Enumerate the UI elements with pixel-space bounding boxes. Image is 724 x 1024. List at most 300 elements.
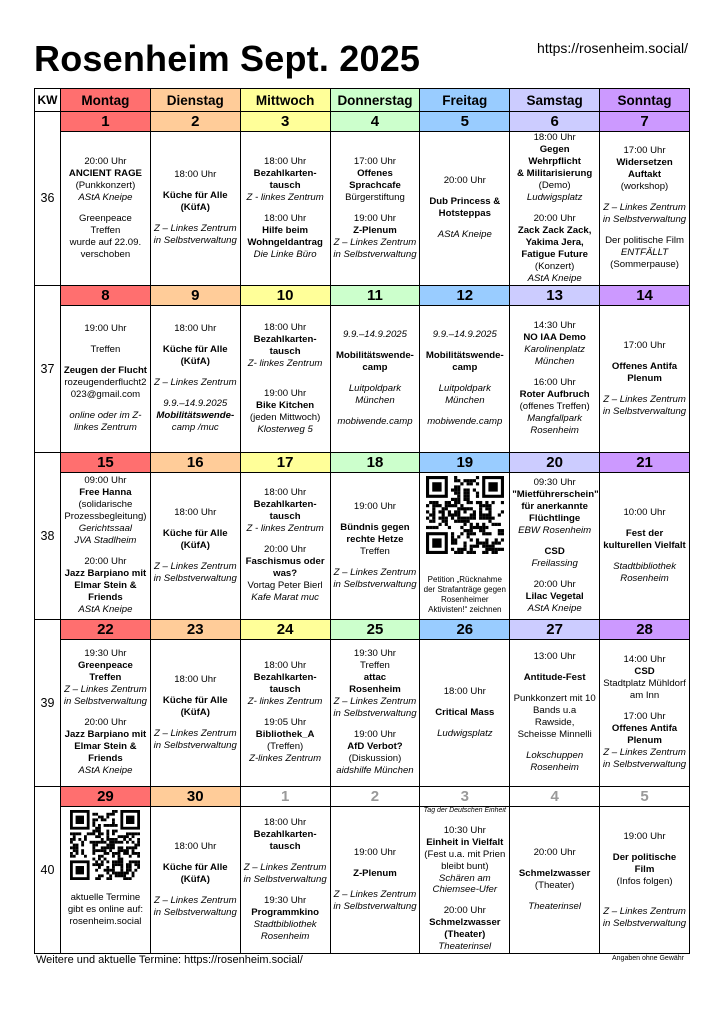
event-text: 20:00 Uhr [443, 905, 486, 917]
day-number: 4 [330, 112, 420, 132]
event-text: Bezahlkarten- [253, 672, 317, 684]
event-text: (Sommerpause) [610, 259, 679, 271]
event-text: ANCIENT RAGE [68, 167, 142, 179]
day-cell [330, 132, 420, 286]
event-text: Bezahlkarten- [253, 167, 317, 179]
event-text: Vortag Peter Bierl [247, 580, 323, 592]
event-text: Z-Plenum [353, 868, 397, 880]
event-text: 9.9.–14.9.2025 [342, 329, 407, 341]
day-cell [150, 639, 240, 786]
day-number: 27 [510, 619, 600, 639]
event-text: 17:00 Uhr [353, 155, 397, 167]
event-text: Sprachcafe [349, 179, 401, 191]
event-text: in Selbstverwaltung [333, 901, 417, 913]
event-text: Flüchtlinge [529, 512, 581, 524]
event-text: Z - linkes Zentrum [246, 523, 324, 535]
event-text: in Selbstverwaltung [243, 874, 327, 886]
event-text: Bands u.a Rawside, [533, 705, 577, 729]
event-text: (Treffen) [266, 741, 304, 753]
event-text: Z - linkes Zentrum [246, 191, 324, 203]
spacer [63, 547, 148, 556]
event-text: 14:30 Uhr [533, 320, 576, 332]
spacer [512, 537, 597, 546]
event-text: Schmelzwasser [518, 868, 591, 880]
day-number: 29 [61, 786, 151, 806]
event-text: Z – Linkes Zentrum [243, 862, 327, 874]
event-text: Bürgerstiftung [345, 191, 405, 203]
spacer [602, 897, 687, 906]
day-number: 24 [240, 619, 330, 639]
spacer [422, 816, 507, 825]
event-text: Jazz Barpiano mit [64, 568, 147, 580]
event-text: 17:00 Uhr [623, 339, 666, 351]
event-text: 19:00 Uhr [264, 387, 307, 399]
event-text: Z – Linkes Zentrum [603, 747, 686, 759]
event-text: Stadtplatz Mühldorf [603, 678, 686, 690]
column-header-sonntag: Sonntag [600, 89, 690, 112]
day-number: 22 [61, 619, 151, 639]
spacer [422, 374, 507, 383]
disclaimer-note: Angaben ohne Gewähr [612, 955, 684, 962]
spacer [602, 702, 687, 711]
event-text: Offenes Antifa [611, 360, 678, 372]
event-text: Z – Linkes Zentrum [153, 560, 237, 572]
event-text: Greenpeace Treffen [79, 212, 132, 236]
event-text: 18:00 Uhr [264, 155, 307, 167]
spacer [602, 193, 687, 202]
week-date-row [35, 112, 690, 132]
event-text: Prozessbegleitung) [64, 511, 147, 523]
spacer [333, 374, 418, 383]
event-text: Fatigue Future [521, 248, 588, 260]
event-text: 19:00 Uhr [353, 500, 397, 512]
spacer [333, 859, 418, 868]
event-text: Z – Linkes Zentrum [333, 566, 417, 578]
event-text: Dub Princess & [429, 196, 501, 208]
week-number: 40 [35, 786, 61, 954]
event-text: Mobilitätswende- [425, 350, 504, 362]
event-text: (KüfA) [180, 539, 210, 551]
day-number: 13 [510, 285, 600, 305]
event-text: (Theater) [444, 929, 486, 941]
spacer [333, 407, 418, 416]
event-text: attac [363, 672, 387, 684]
event-text: Treffen [90, 344, 121, 356]
event-text: 20:00 Uhr [533, 847, 576, 859]
spacer [512, 204, 597, 213]
week-events-row [35, 132, 690, 286]
event-text: 10:30 Uhr [443, 824, 486, 836]
event-text: Der politische Film [605, 235, 684, 247]
event-text: Elmar Stein & [74, 741, 137, 753]
event-text: Treffen [360, 545, 390, 557]
spacer [422, 341, 507, 350]
event-text: tausch [269, 684, 301, 696]
spacer [422, 719, 507, 728]
spacer [602, 888, 687, 897]
day-cell [61, 806, 151, 954]
event-text: 19:30 Uhr [264, 895, 307, 907]
event-text: (Punkkonzert) [75, 179, 136, 191]
event-text: Friends [88, 753, 123, 765]
event-text: Auftakt [628, 169, 662, 181]
day-number: 8 [61, 285, 151, 305]
spacer [512, 859, 597, 868]
day-cell [600, 472, 690, 619]
spacer [333, 513, 418, 522]
event-text: München [355, 395, 395, 407]
event-text: Bezahlkarten- [253, 499, 317, 511]
event-text: (solidarische [78, 499, 133, 511]
spacer [422, 407, 507, 416]
event-text: Z-linkes Zentrum [249, 753, 322, 765]
day-cell [420, 639, 510, 786]
event-text: 20:00 Uhr [533, 578, 576, 590]
event-text: Küche für Alle [162, 344, 228, 356]
event-text: in Selbstverwaltung [602, 405, 687, 417]
event-text: JVA Stadlheim [74, 535, 137, 547]
day-cell [150, 132, 240, 286]
spacer [153, 886, 238, 895]
column-header-dienstag: Dienstag [150, 89, 240, 112]
event-text: Zack Zack Zack, [517, 224, 592, 236]
event-text: AStA Kneipe [78, 604, 133, 616]
day-number: 1 [61, 112, 151, 132]
event-text: Rosenheim [260, 931, 310, 943]
event-text: Z- linkes Zentrum [247, 357, 323, 369]
event-text: der Strafanträge gegen [423, 584, 506, 594]
event-text: Küche für Alle [162, 527, 228, 539]
spacer [153, 214, 238, 223]
qr-code-icon [426, 476, 504, 554]
event-text: 09:00 Uhr [84, 475, 127, 487]
event-text: Friends [88, 592, 123, 604]
event-text: Hotsteppas [438, 208, 491, 220]
event-text: Yakima Jera, [525, 236, 584, 248]
week-date-row [35, 619, 690, 639]
spacer [153, 389, 238, 398]
event-text: Lokschuppen [526, 750, 584, 762]
week-date-row [35, 452, 690, 472]
spacer [153, 181, 238, 190]
day-cell [150, 305, 240, 452]
day-number: 5 [600, 786, 690, 806]
spacer [333, 204, 418, 213]
day-cell [600, 806, 690, 954]
event-text: Rosenheimer [441, 594, 489, 604]
event-text: in Selbstverwaltung [333, 578, 417, 590]
day-number: 11 [330, 285, 420, 305]
qr-code-icon [70, 810, 140, 880]
event-text: Plenum [627, 735, 662, 747]
event-text: 19:00 Uhr [353, 729, 397, 741]
day-cell [510, 132, 600, 286]
event-text: mobiwende.camp [337, 416, 413, 428]
event-text: Küche für Alle [162, 190, 228, 202]
day-number: 5 [420, 112, 510, 132]
event-text: verschoben [80, 248, 131, 260]
event-text: online oder im Z- [69, 410, 142, 422]
event-text: (Fest u.a. mit Prien [424, 848, 506, 860]
event-text: Gegen Wehrpflicht [528, 143, 581, 167]
day-cell [330, 639, 420, 786]
event-text: Elmar Stein & [74, 580, 137, 592]
event-text: Z – Linkes Zentrum [603, 393, 686, 405]
event-text: Offenes Antifa [611, 723, 678, 735]
event-text: Treffen [89, 672, 122, 684]
spacer [602, 843, 687, 852]
day-number: 14 [600, 285, 690, 305]
week-events-row [35, 806, 690, 954]
day-number: 17 [240, 452, 330, 472]
event-text: Der politische Film [612, 851, 677, 875]
event-text: in Selbstverwaltung [153, 572, 237, 584]
week-date-row [35, 786, 690, 806]
event-text: Klosterweg 5 [257, 423, 313, 435]
event-text: Z-Plenum [353, 224, 397, 236]
event-text: Widersetzen [616, 157, 673, 169]
event-text: 20:00 Uhr [84, 717, 127, 729]
week-events-row [35, 305, 690, 452]
event-text: 20:00 Uhr [84, 556, 127, 568]
event-text: in Selbstverwaltung [333, 248, 417, 260]
event-text: Zeugen der Flucht [63, 365, 147, 377]
spacer [602, 385, 687, 394]
day-cell [240, 806, 330, 954]
event-text: camp /muc [171, 422, 219, 434]
spacer [243, 886, 328, 895]
event-text: Z – Linkes Zentrum [333, 236, 417, 248]
event-text: Z – Linkes Zentrum [153, 223, 237, 235]
day-number: 3 [240, 112, 330, 132]
spacer [153, 519, 238, 528]
event-text: ENTFÄLLT [620, 247, 669, 259]
spacer [333, 720, 418, 729]
event-text: camp [452, 362, 478, 374]
event-text: AStA Kneipe [78, 191, 133, 203]
event-text: (Demo) [538, 179, 571, 191]
event-text: 18:00 Uhr [174, 323, 217, 335]
event-text: Z – Linkes Zentrum [153, 377, 237, 389]
event-text: EBW Rosenheim [518, 524, 592, 536]
event-text: Fest der [625, 527, 664, 539]
day-number: 9 [150, 285, 240, 305]
header-url-link[interactable]: https://rosenheim.social/ [537, 40, 688, 56]
spacer [153, 368, 238, 377]
spacer [153, 686, 238, 695]
event-text: Küche für Alle [162, 862, 228, 874]
event-text: Stadtbibliothek [253, 919, 317, 931]
day-cell [61, 472, 151, 619]
event-text: 19:05 Uhr [264, 717, 307, 729]
event-text: NO IAA Demo [523, 332, 586, 344]
spacer [243, 708, 328, 717]
event-text: 13:00 Uhr [533, 651, 576, 663]
event-text: 19:30 Uhr [84, 648, 127, 660]
event-text: Programmkino [251, 907, 319, 919]
day-cell [600, 639, 690, 786]
event-text: 18:00 Uhr [174, 841, 217, 853]
event-text: (KüfA) [180, 356, 210, 368]
spacer [422, 896, 507, 905]
day-cell [510, 639, 600, 786]
event-text: 9.9.–14.9.2025 [163, 398, 228, 410]
event-text: (jeden Mittwoch) [249, 411, 321, 423]
day-number: 16 [150, 452, 240, 472]
day-number: 7 [600, 112, 690, 132]
event-text: Plenum [627, 372, 662, 384]
event-text: Critical Mass [435, 706, 495, 718]
day-cell [330, 305, 420, 452]
event-text: was? [273, 568, 298, 580]
column-header-kw: KW [35, 89, 61, 112]
event-text: Z – Linkes Zentrum [64, 684, 147, 696]
event-text: wurde auf 22.09. [69, 236, 142, 248]
column-header-montag: Montag [61, 89, 151, 112]
day-number: 4 [510, 786, 600, 806]
event-text: München [445, 395, 485, 407]
event-text: (Theater) [534, 880, 575, 892]
spacer [63, 204, 148, 213]
day-cell [420, 472, 510, 619]
spacer [243, 535, 328, 544]
event-text: Antitude-Fest [523, 672, 586, 684]
day-cell [420, 806, 510, 954]
day-cell [330, 806, 420, 954]
day-cell [240, 305, 330, 452]
event-text: Theaterinsel [438, 941, 492, 953]
event-text: Die Linke Büro [253, 248, 317, 260]
event-text: rechte Hetze [346, 533, 404, 545]
event-text: Z – Linkes Zentrum [603, 202, 686, 214]
event-text: Stadtbibliothek [613, 560, 676, 572]
event-text: rosenheim.social [69, 915, 142, 927]
event-text: Z – Linkes Zentrum [153, 895, 237, 907]
event-text: Einheit in Vielfalt [426, 836, 504, 848]
day-number: 18 [330, 452, 420, 472]
day-number: 30 [150, 786, 240, 806]
event-text: für anerkannte [521, 500, 588, 512]
event-text: (Infos folgen) [616, 875, 673, 887]
spacer [602, 226, 687, 235]
spacer [512, 684, 597, 693]
event-text: Z – Linkes Zentrum [333, 696, 417, 708]
spacer [153, 552, 238, 561]
event-text: (KüfA) [180, 202, 210, 214]
event-text: Roter Aufbruch [519, 389, 590, 401]
event-text: Wohngeldantrag [247, 236, 323, 248]
event-text: in Selbstverwaltung [602, 759, 687, 771]
event-text: Rosenheim [530, 425, 579, 437]
event-text: Mobilitätswende- [336, 350, 414, 362]
spacer [512, 663, 597, 672]
week-number: 38 [35, 452, 61, 619]
spacer [153, 853, 238, 862]
event-text: 19:00 Uhr [353, 212, 397, 224]
event-text: Z – Linkes Zentrum [603, 905, 686, 917]
day-cell [510, 472, 600, 619]
event-text: Tag der Deutschen Einheit [423, 806, 506, 814]
event-text: "Mietführerschein" [512, 488, 599, 500]
event-text: Bündnis gegen [340, 521, 410, 533]
event-text: Z- linkes Zentrum [247, 696, 323, 708]
event-text: Bezahlkarten- [253, 333, 317, 345]
day-number: 12 [420, 285, 510, 305]
day-number: 28 [600, 619, 690, 639]
week-events-row [35, 639, 690, 786]
spacer [243, 379, 328, 388]
page-title: Rosenheim Sept. 2025 [34, 38, 421, 79]
column-header-samstag: Samstag [510, 89, 600, 112]
event-text: Karolinenplatz [524, 344, 586, 356]
spacer [243, 204, 328, 213]
event-text: Bezahlkarten- [253, 829, 317, 841]
day-number: 3 [420, 786, 510, 806]
event-text: CSD [634, 666, 655, 678]
event-text: 14:00 Uhr [623, 654, 666, 666]
spacer [422, 698, 507, 707]
spacer [512, 741, 597, 750]
day-number: 23 [150, 619, 240, 639]
day-cell [240, 639, 330, 786]
event-text: Free Hanna [79, 487, 132, 499]
event-text: Faschismus oder [245, 556, 325, 568]
event-text: Mobilitätswende- [156, 410, 235, 422]
event-text: rozeugenderflucht2 [64, 377, 147, 389]
event-text: Bibliothek_A [255, 729, 315, 741]
event-text: tausch [269, 345, 301, 357]
column-header-mittwoch: Mittwoch [240, 89, 330, 112]
calendar-table [34, 88, 690, 954]
week-date-row [35, 285, 690, 305]
event-text: in Selbstverwaltung [153, 907, 237, 919]
event-text: aktuelle Termine [70, 891, 141, 903]
day-cell [600, 132, 690, 286]
event-text: 19:00 Uhr [623, 830, 666, 842]
day-number: 19 [420, 452, 510, 472]
event-text: 19:00 Uhr [84, 323, 127, 335]
event-text: Freilassing [531, 557, 578, 569]
event-text: München [534, 356, 575, 368]
day-cell [150, 806, 240, 954]
spacer [602, 552, 687, 561]
event-text: Z – Linkes Zentrum [333, 889, 417, 901]
event-text: Aktivisten!“ zeichnen [428, 604, 502, 614]
event-text: tausch [269, 179, 301, 191]
event-text: 20:00 Uhr [84, 155, 127, 167]
event-text: 18:00 Uhr [174, 169, 217, 181]
event-text: Schmelzwasser [429, 917, 501, 929]
day-number: 21 [600, 452, 690, 472]
day-cell [240, 472, 330, 619]
event-text: tausch [269, 841, 301, 853]
week-events-row [35, 472, 690, 619]
event-text: 18:00 Uhr [264, 321, 307, 333]
event-text: AStA Kneipe [78, 765, 133, 777]
column-header-freitag: Freitag [420, 89, 510, 112]
event-text: Küche für Alle [162, 694, 228, 706]
event-text: (offenes Treffen) [519, 401, 590, 413]
spacer [243, 853, 328, 862]
event-text: Scheisse Minnelli [517, 729, 592, 741]
event-text: 18:00 Uhr [264, 212, 307, 224]
event-text: Offenes [357, 167, 393, 179]
event-text: bleibt bunt) [441, 860, 489, 872]
day-number: 20 [510, 452, 600, 472]
day-number: 10 [240, 285, 330, 305]
event-text: Rosenheim [349, 684, 401, 696]
event-text: in Selbstverwaltung [153, 739, 237, 751]
